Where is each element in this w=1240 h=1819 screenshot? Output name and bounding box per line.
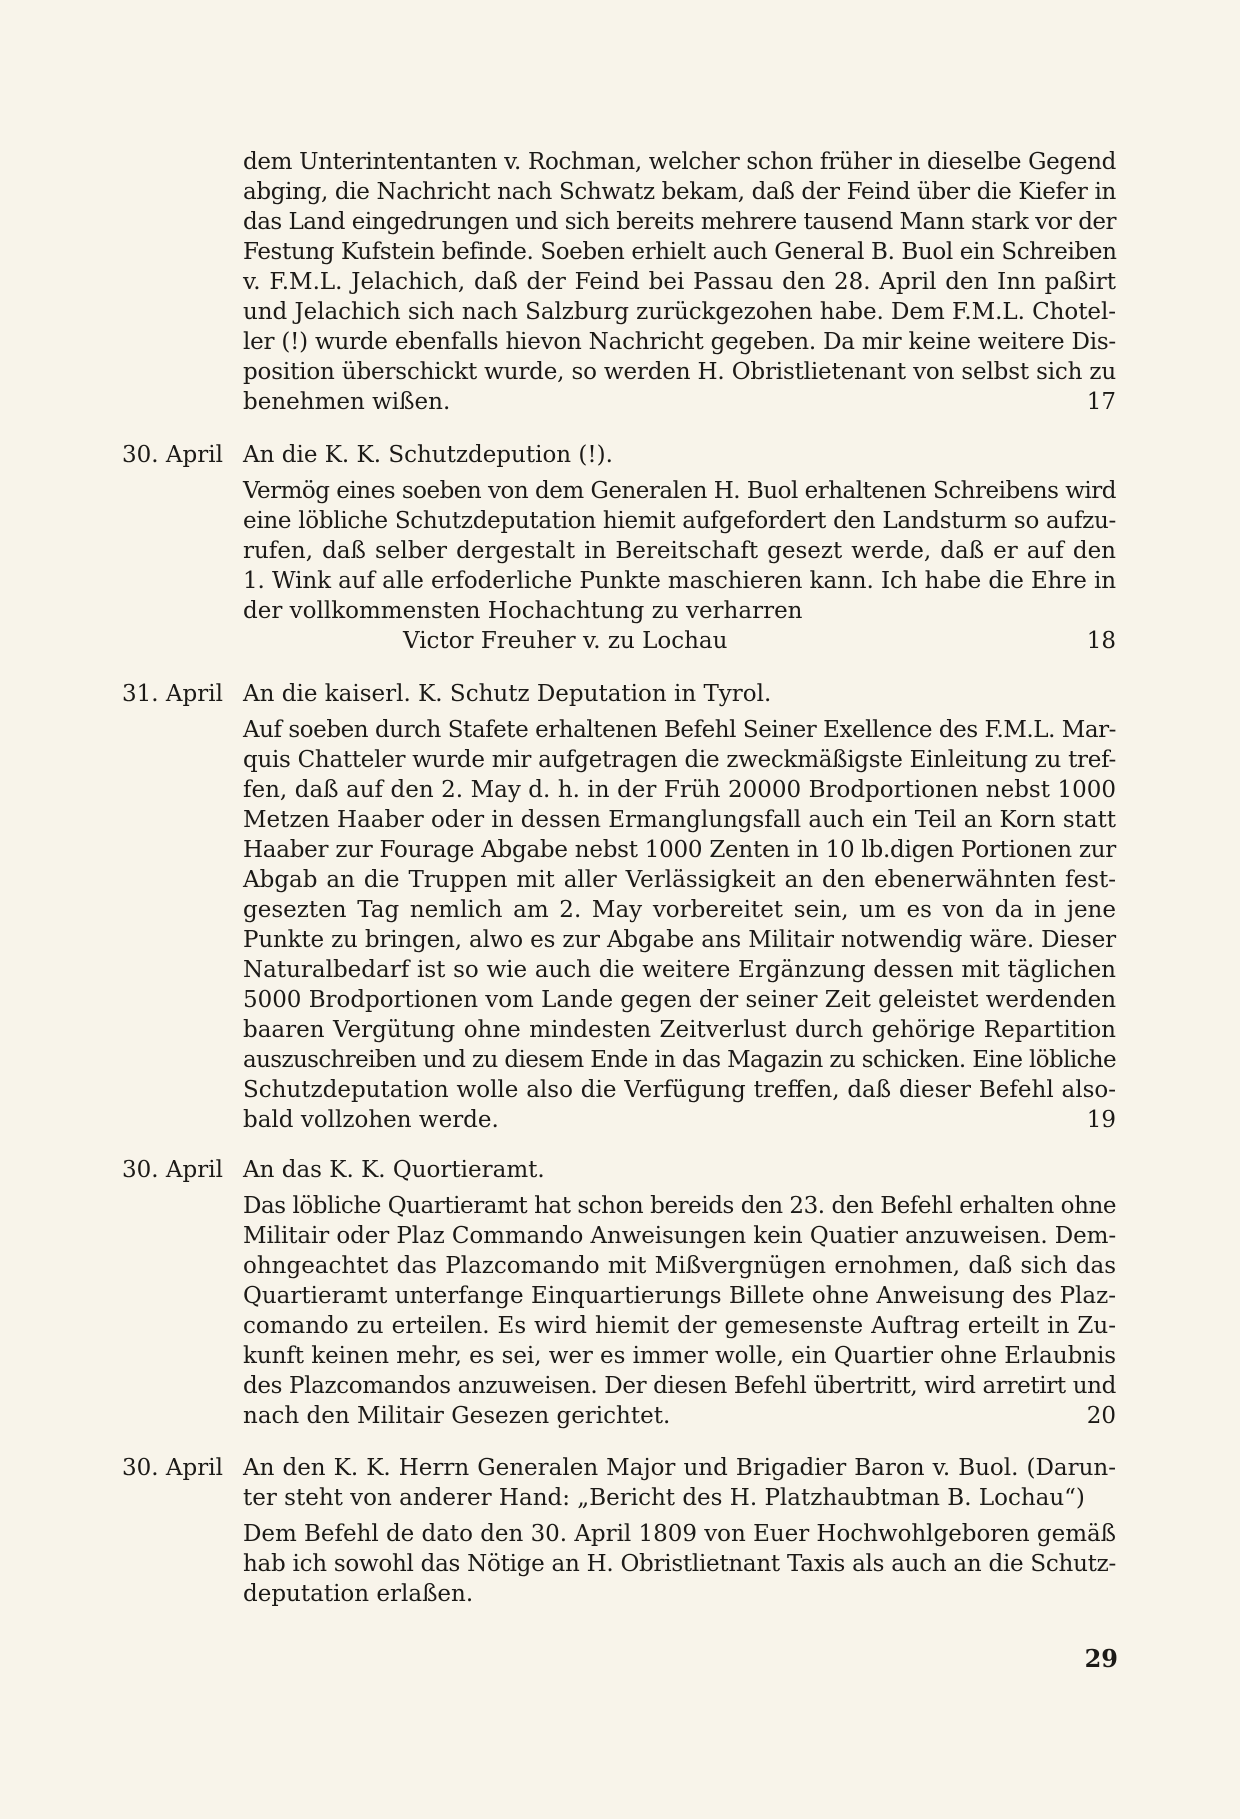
text-line: Auf soeben durch Stafete erhaltenen Befehl Seiner Exellence des F.M.L. Mar-: [243, 717, 1116, 743]
entry-number: 20: [1086, 1403, 1116, 1429]
text-line: Vermög eines soeben von dem Generalen H. Buol erhaltenen Schreibens wird: [243, 478, 1116, 504]
text-line: der vollkommensten Hochachtung zu verharren: [243, 598, 803, 624]
text-line: Militair oder Plaz Commando Anweisungen kein Quatier anzuweisen. Dem-: [243, 1223, 1116, 1249]
text-line: Quartieramt unterfange Einquartierungs Billete ohne Anweisung des Plaz-: [243, 1283, 1116, 1309]
text-line: eine löbliche Schutzdeputation hiemit aufgefordert den Landsturm so aufzu-: [243, 508, 1116, 534]
text-line: auszuschreiben und zu diesem Ende in das Magazin zu schicken. Eine löbliche: [243, 1047, 1116, 1073]
entry-content: [243, 440, 1116, 656]
entry-heading: An die kaiserl. K. Schutz Deputation in Tyrol.: [243, 681, 772, 707]
text-line: kunft keinen mehr, es sei, wer es immer wolle, ein Quartier ohne Erlaubnis: [243, 1343, 1116, 1369]
entry-content: [243, 1453, 1116, 1609]
text-line: Abgab an die Truppen mit aller Verlässigkeit an den ebenerwähnten fest-: [243, 867, 1116, 893]
text-line: v. F.M.L. Jelachich, daß der Feind bei Passau den 28. April den Inn paßirt: [243, 269, 1116, 295]
text-line-with-number: [243, 387, 1116, 417]
text-line: Punkte zu bringen, alwo es zur Abgabe ans Militair notwendig wäre. Dieser: [243, 927, 1116, 953]
entry-heading: An das K. K. Quortieramt.: [243, 1157, 545, 1183]
page-number: 29: [1084, 1644, 1118, 1673]
entry-heading: ter steht von anderer Hand: „Bericht des H. Platzhaubtman B. Lochau“): [243, 1485, 1085, 1511]
text-line: dem Unterintentanten v. Rochman, welcher schon früher in dieselbe Gegend: [243, 149, 1116, 175]
text-line: benehmen wißen.: [243, 389, 451, 415]
text-line: quis Chatteler wurde mir aufgetragen die zweckmäßigste Einleitung zu tref-: [243, 747, 1116, 773]
text-line: ler (!) wurde ebenfalls hievon Nachricht gegeben. Da mir keine weitere Dis-: [243, 329, 1116, 355]
text-line: rufen, daß selber dergestalt in Bereitschaft gesezt werde, daß er auf den: [243, 538, 1116, 564]
text-line: ohngeachtet das Plazcomando mit Mißvergnügen ernohmen, daß sich das: [243, 1253, 1116, 1279]
text-line: comando zu erteilen. Es wird hiemit der gemesenste Auftrag erteilt in Zu-: [243, 1313, 1116, 1339]
text-line: 1. Wink auf alle erfoderliche Punkte maschieren kann. Ich habe die Ehre in: [243, 568, 1116, 594]
signature: Victor Freuher v. zu Lochau: [403, 628, 728, 654]
text-line: Festung Kufstein befinde. Soeben erhielt auch General B. Buol ein Schreiben: [243, 239, 1117, 265]
text-line-with-number: [243, 1105, 1116, 1135]
entry-date: 30. April: [122, 1157, 223, 1183]
entry-number: 19: [1086, 1107, 1116, 1133]
text-line: fen, daß auf den 2. May d. h. in der Früh 20000 Brodportionen nebst 1000: [243, 777, 1116, 803]
text-line-with-number: [243, 1401, 1116, 1431]
entry-date: 31. April: [122, 681, 223, 707]
text-line: bald vollzohen werde.: [243, 1107, 499, 1133]
entry-heading: An die K. K. Schutzdepution (!).: [243, 442, 613, 468]
entry-content: [243, 679, 1116, 1135]
text-line: abging, die Nachricht nach Schwatz bekam, daß der Feind über die Kiefer in: [243, 179, 1116, 205]
text-line: Naturalbedarf ist so wie auch die weitere Ergänzung dessen mit täglichen: [243, 957, 1116, 983]
text-line: Das löbliche Quartieramt hat schon bereids den 23. den Befehl erhalten ohne: [243, 1193, 1116, 1219]
entry-number: 17: [1086, 389, 1116, 415]
text-line: hab ich sowohl das Nötige an H. Obristlietnant Taxis als auch an die Schutz-: [243, 1551, 1116, 1577]
text-line: Metzen Haaber oder in dessen Ermanglungsfall auch ein Teil an Korn statt: [243, 807, 1116, 833]
text-line: das Land eingedrungen und sich bereits mehrere tausend Mann stark vor der: [243, 209, 1116, 235]
text-line: Schutzdeputation wolle also die Verfügung treffen, daß dieser Befehl also-: [243, 1077, 1116, 1103]
text-line: position überschickt wurde, so werden H. Obristlietenant von selbst sich zu: [243, 359, 1116, 385]
entry-date: 30. April: [122, 442, 223, 468]
entry-heading: An den K. K. Herrn Generalen Major und Brigadier Baron v. Buol. (Darun-: [243, 1455, 1116, 1481]
text-line: Dem Befehl de dato den 30. April 1809 von Euer Hochwohlgeboren gemäß: [243, 1521, 1116, 1547]
text-line: gesezten Tag nemlich am 2. May vorbereitet sein, um es von da in jene: [243, 897, 1116, 923]
text-line: des Plazcomandos anzuweisen. Der diesen Befehl übertritt, wird arretirt und: [243, 1373, 1116, 1399]
text-line: nach den Militair Gesezen gerichtet.: [243, 1403, 671, 1429]
text-line: Haaber zur Fourage Abgabe nebst 1000 Zenten in 10 lb.digen Portionen zur: [243, 837, 1116, 863]
text-line: und Jelachich sich nach Salzburg zurückgezohen habe. Dem F.M.L. Chotel-: [243, 299, 1116, 325]
entry-content: [243, 1155, 1116, 1431]
text-line: baaren Vergütung ohne mindesten Zeitverlust durch gehörige Repartition: [243, 1017, 1116, 1043]
text-line: deputation erlaßen.: [243, 1581, 474, 1607]
text-line: 5000 Brodportionen vom Lande gegen der seiner Zeit geleistet werdenden: [243, 987, 1116, 1013]
opening-paragraph: [243, 147, 1116, 417]
entry-number: 18: [1086, 628, 1116, 654]
signature-line: [243, 626, 1116, 656]
entry-date: 30. April: [122, 1455, 223, 1481]
